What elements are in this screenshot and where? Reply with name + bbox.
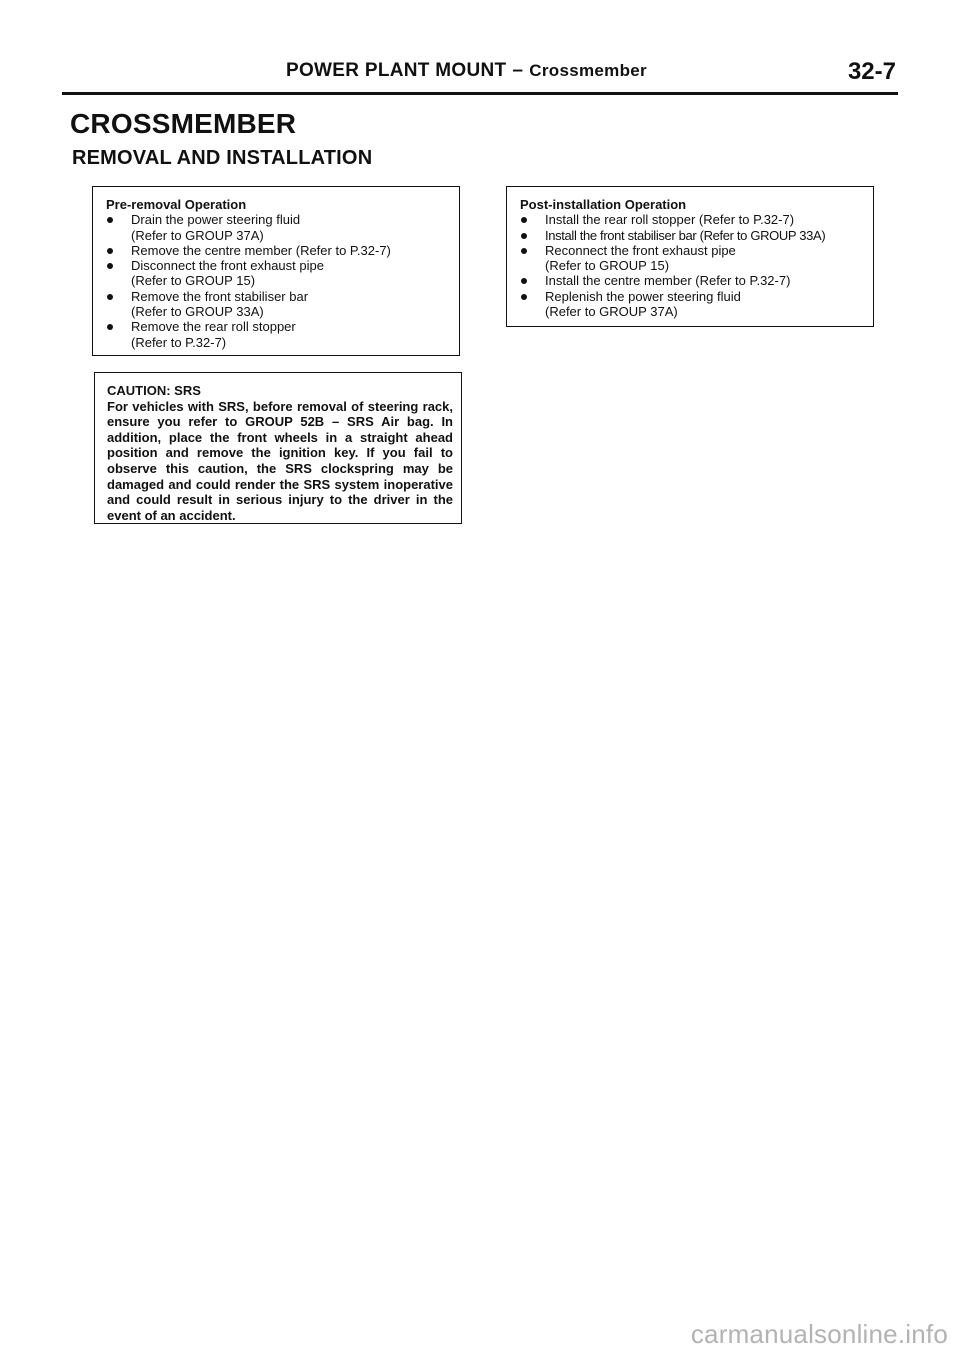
bullet-icon <box>107 324 113 330</box>
page-number: 32-7 <box>847 58 896 85</box>
bullet-icon <box>521 248 527 254</box>
list-item <box>106 243 451 258</box>
bullet-icon <box>521 278 527 284</box>
bullet-icon <box>521 217 527 223</box>
bullet-icon <box>521 233 527 239</box>
item-ref: (Refer to GROUP 33A) <box>131 304 264 320</box>
pre-removal-box <box>92 186 460 356</box>
list-item <box>106 258 451 289</box>
header-dash: – <box>512 60 524 81</box>
list-item <box>520 212 867 227</box>
caution-text: For vehicles with SRS, before removal of steering rack, ensure you refer to GROUP 52B – SRS Air bag. In addition, place the front wheels in a straight ahead position and remove the ignition key. If you fail to observe this caution, the SRS clockspring may be damaged and could render the SRS system inoperative and could result in serious injury to the driver in the event of an accident. <box>107 398 453 523</box>
item-text: Remove the front stabiliser bar <box>131 288 309 304</box>
page-header <box>62 58 898 95</box>
item-ref: (Refer to P.32-7) <box>131 334 227 350</box>
list-item <box>520 273 867 288</box>
item-ref: (Refer to GROUP 37A) <box>131 227 264 243</box>
post-installation-box <box>506 186 874 327</box>
list-item <box>520 289 867 320</box>
pre-removal-heading: Pre-removal Operation <box>106 197 247 212</box>
caution-box <box>94 372 462 524</box>
item-ref: (Refer to GROUP 37A) <box>545 304 678 320</box>
bullet-icon <box>107 248 113 254</box>
item-text: Disconnect the front exhaust pipe <box>131 258 324 274</box>
post-installation-list <box>520 212 867 319</box>
list-item <box>520 243 867 274</box>
list-item <box>520 228 867 243</box>
bullet-icon <box>521 294 527 300</box>
item-text: Install the rear roll stopper (Refer to P.32-7) <box>545 212 795 228</box>
bullet-icon <box>107 263 113 269</box>
list-item <box>106 212 451 243</box>
item-ref: (Refer to GROUP 15) <box>131 273 256 289</box>
item-text: Reconnect the front exhaust pipe <box>545 242 736 258</box>
item-text: Remove the centre member (Refer to P.32-7) <box>131 242 391 258</box>
header-title <box>286 60 647 82</box>
item-ref: (Refer to GROUP 15) <box>545 258 670 274</box>
item-text: Replenish the power steering fluid <box>545 288 741 304</box>
item-text: Install the centre member (Refer to P.32-7) <box>545 273 791 289</box>
subsection-title: REMOVAL AND INSTALLATION <box>72 147 373 169</box>
list-item <box>106 289 451 320</box>
post-installation-heading: Post-installation Operation <box>520 197 687 212</box>
header-subtitle: Crossmember <box>529 61 647 80</box>
item-text: Drain the power steering fluid <box>131 212 301 228</box>
bullet-icon <box>107 217 113 223</box>
item-text: Remove the rear roll stopper <box>131 319 296 335</box>
pre-removal-list <box>106 212 451 350</box>
section-title: CROSSMEMBER <box>70 108 297 139</box>
list-item <box>106 319 451 350</box>
caution-heading: CAUTION: SRS <box>107 383 201 398</box>
watermark-text: carmanualsonline.info <box>690 1319 948 1349</box>
bullet-icon <box>107 294 113 300</box>
item-text: Install the front stabiliser bar (Refer to GROUP 33A) <box>545 227 826 243</box>
header-main-title: POWER PLANT MOUNT <box>286 60 507 81</box>
